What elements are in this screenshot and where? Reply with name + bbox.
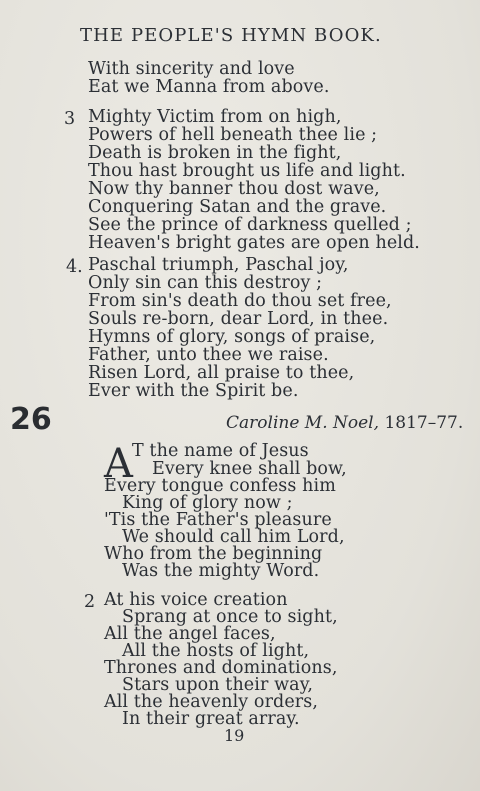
verse-line: Souls re-born, dear Lord, in thee. xyxy=(88,309,389,329)
verse-line: Every tongue confess him xyxy=(104,476,336,496)
verse-number: 3 xyxy=(64,109,76,129)
verse-line: Who from the beginning xyxy=(104,544,323,564)
verse-line: We should call him Lord, xyxy=(122,527,345,547)
running-title: THE PEOPLE'S HYMN BOOK. xyxy=(80,25,382,46)
verse-line: All the angel faces, xyxy=(104,624,276,644)
verse-line: Eat we Manna from above. xyxy=(88,77,330,97)
verse-line: Mighty Victim from on high, xyxy=(88,107,342,127)
verse-number: 4. xyxy=(66,257,83,277)
verse-line: Powers of hell beneath thee lie ; xyxy=(88,125,378,145)
verse-line: 'Tis the Father's pleasure xyxy=(104,510,332,530)
verse-line: King of glory now ; xyxy=(122,493,293,513)
author-years: 1817–77. xyxy=(384,413,464,433)
verse-line: Thou hast brought us life and light. xyxy=(88,161,406,181)
verse-line: Only sin can this destroy ; xyxy=(88,273,323,293)
drop-cap: A xyxy=(104,441,133,487)
verse-line: Death is broken in the fight, xyxy=(88,143,342,163)
verse-line: Stars upon their way, xyxy=(122,675,314,695)
verse-line: From sin's death do thou set free, xyxy=(88,291,392,311)
hymn-author xyxy=(226,414,463,432)
hymn-number: 26 xyxy=(10,402,52,437)
verse-line: See the prince of darkness quelled ; xyxy=(88,215,412,235)
verse-line: Now thy banner thou dost wave, xyxy=(88,179,380,199)
verse-line: Sprang at once to sight, xyxy=(122,607,338,627)
verse-line: Father, unto thee we raise. xyxy=(88,345,329,365)
verse-number: 2 xyxy=(84,592,96,612)
page-number: 19 xyxy=(224,726,245,745)
verse-line: Heaven's bright gates are open held. xyxy=(88,233,420,253)
verse-line: All the hosts of light, xyxy=(122,641,310,661)
verse-line: T the name of Jesus xyxy=(132,441,309,461)
author-name: Caroline M. Noel, xyxy=(226,413,380,433)
verse-line: Risen Lord, all praise to thee, xyxy=(88,363,355,383)
verse-line: Was the mighty Word. xyxy=(122,561,320,581)
verse-line: Thrones and dominations, xyxy=(104,658,338,678)
verse-line: With sincerity and love xyxy=(88,59,295,79)
verse-line: Hymns of glory, songs of praise, xyxy=(88,327,376,347)
verse-line: Ever with the Spirit be. xyxy=(88,381,299,401)
verse-line: Every knee shall bow, xyxy=(152,459,347,479)
verse-line: At his voice creation xyxy=(104,590,288,610)
verse-line: Conquering Satan and the grave. xyxy=(88,197,387,217)
verse-line: All the heavenly orders, xyxy=(104,692,319,712)
verse-line: Paschal triumph, Paschal joy, xyxy=(88,255,349,275)
verse-line: In their great array. xyxy=(122,709,300,729)
